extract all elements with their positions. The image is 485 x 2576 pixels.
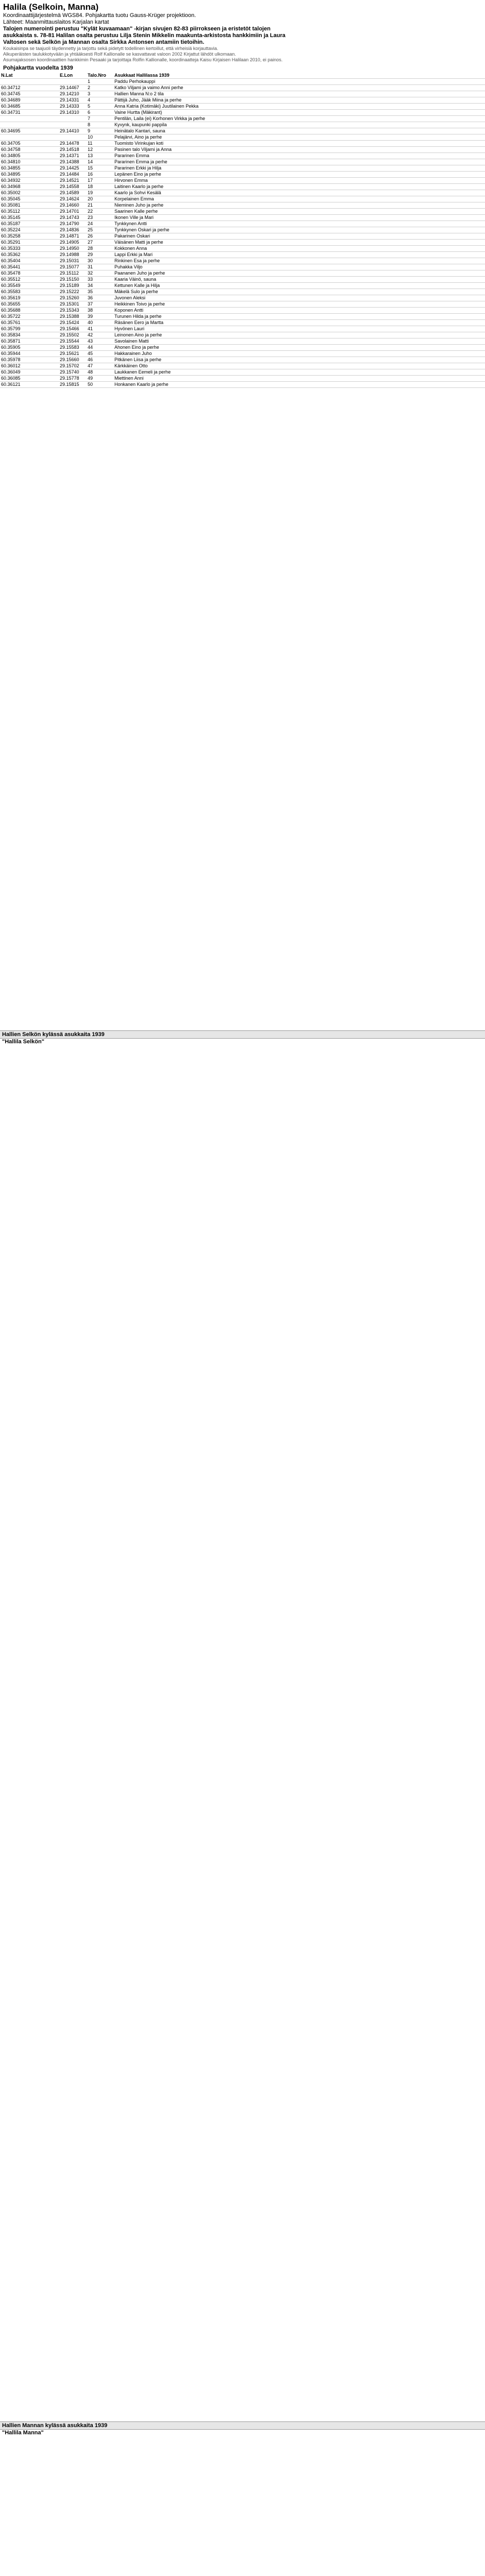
residents-cell: Kaarlo ja Sohvi Kesälä [113, 190, 485, 196]
longitude-cell [59, 122, 87, 128]
house-number-cell: 26 [87, 233, 113, 240]
residents-cell: Ahonen Eino ja perhe [113, 345, 485, 351]
latitude-cell: 60.34855 [0, 165, 59, 172]
table-row [0, 209, 485, 215]
residents-cell: Rinkinen Esa ja perhe [113, 258, 485, 264]
table-row [0, 382, 485, 388]
residents-cell: Pakarinen Oskari [113, 233, 485, 240]
house-number-cell: 35 [87, 289, 113, 295]
table-row [0, 357, 485, 363]
latitude-cell: 60.36085 [0, 376, 59, 382]
residents-cell: Kaaria Väinö, sauna [113, 277, 485, 283]
house-number-cell: 11 [87, 141, 113, 147]
longitude-cell: 29.15815 [59, 382, 87, 388]
latitude-cell: 60.34712 [0, 85, 59, 91]
house-number-cell: 34 [87, 283, 113, 289]
latitude-cell: 60.35619 [0, 295, 59, 301]
table-row [0, 190, 485, 196]
longitude-cell: 29.14331 [59, 97, 87, 104]
latitude-cell: 60.34805 [0, 153, 59, 159]
latitude-cell: 60.35145 [0, 215, 59, 221]
intro-line: Koordinaattijärjestelmä WGS84. Pohjakartta tuotu Gauss-Krüger projektioon. [3, 12, 196, 19]
longitude-cell: 29.15466 [59, 326, 87, 332]
longitude-cell: 29.15260 [59, 295, 87, 301]
house-number-cell: 39 [87, 314, 113, 320]
longitude-cell: 29.15778 [59, 376, 87, 382]
latitude-cell: 60.35722 [0, 314, 59, 320]
longitude-cell: 29.14388 [59, 159, 87, 165]
residents-cell: Laitinen Kaarlo ja perhe [113, 184, 485, 190]
residents-cell: Räsänen Eero ja Martta [113, 320, 485, 326]
table-row [0, 314, 485, 320]
latitude-cell [0, 79, 59, 85]
latitude-cell: 60.35045 [0, 196, 59, 202]
residents-cell: Pitkänen Liisa ja perhe [113, 357, 485, 363]
house-number-cell: 7 [87, 116, 113, 122]
latitude-cell: 60.35224 [0, 227, 59, 233]
residents-cell: Hirvonen Emma [113, 178, 485, 184]
residents-cell: Lappi Erkki ja Mari [113, 252, 485, 258]
longitude-cell: 29.14701 [59, 209, 87, 215]
longitude-cell: 29.14589 [59, 190, 87, 196]
latitude-cell: 60.34685 [0, 104, 59, 110]
house-number-cell: 13 [87, 153, 113, 159]
residents-cell: Koponen Antti [113, 308, 485, 314]
residents-cell: Kyvynk, kaupunki pappila [113, 122, 485, 128]
intro-note: Asumajaksosen koordinaattien hankkimin Pesaaki ja tarjoittaja Rolfin Kallionalle, koordinaatteja Kaisu Kirjaisen Halilaan 2010, ei painos. [3, 57, 283, 62]
house-number-cell: 6 [87, 110, 113, 116]
house-number-cell: 5 [87, 104, 113, 110]
latitude-cell: 60.35549 [0, 283, 59, 289]
table-row [0, 345, 485, 351]
house-number-cell: 40 [87, 320, 113, 326]
house-number-cell: 48 [87, 369, 113, 376]
latitude-cell: 60.35081 [0, 202, 59, 209]
house-number-cell: 1 [87, 79, 113, 85]
table-row [0, 128, 485, 134]
latitude-cell: 60.35112 [0, 209, 59, 215]
house-number-cell: 10 [87, 134, 113, 141]
house-number-cell: 37 [87, 301, 113, 308]
house-number-cell: 21 [87, 202, 113, 209]
longitude-cell: 29.15660 [59, 357, 87, 363]
column-header: N.Lat [0, 73, 59, 79]
residents-cell: Turunen Hilda ja perhe [113, 314, 485, 320]
residents-cell: Juvonen Aleksi [113, 295, 485, 301]
longitude-cell: 29.15702 [59, 363, 87, 369]
residents-cell: Pararinen Emma [113, 153, 485, 159]
longitude-cell: 29.14950 [59, 246, 87, 252]
table-row [0, 122, 485, 128]
section-subtitle: "Hallila Selkön" [2, 1039, 44, 1045]
longitude-cell: 29.14871 [59, 233, 87, 240]
latitude-cell: 60.34705 [0, 141, 59, 147]
latitude-cell [0, 134, 59, 141]
house-number-cell: 15 [87, 165, 113, 172]
table-row [0, 202, 485, 209]
longitude-cell: 29.14467 [59, 85, 87, 91]
house-number-cell: 32 [87, 270, 113, 277]
latitude-cell: 60.35871 [0, 338, 59, 345]
house-number-cell: 18 [87, 184, 113, 190]
house-number-cell: 16 [87, 172, 113, 178]
longitude-cell: 29.14371 [59, 153, 87, 159]
latitude-cell: 60.34932 [0, 178, 59, 184]
house-number-cell: 28 [87, 246, 113, 252]
house-number-cell: 33 [87, 277, 113, 283]
latitude-cell: 60.34731 [0, 110, 59, 116]
residents-table [0, 73, 485, 388]
table-header-row [0, 73, 485, 79]
house-number-cell: 47 [87, 363, 113, 369]
latitude-cell: 60.35799 [0, 326, 59, 332]
longitude-cell: 29.15502 [59, 332, 87, 338]
house-number-cell: 9 [87, 128, 113, 134]
residents-cell: Väisänen Matti ja perhe [113, 240, 485, 246]
longitude-cell: 29.14790 [59, 221, 87, 227]
house-number-cell: 43 [87, 338, 113, 345]
house-number-cell: 3 [87, 91, 113, 97]
residents-cell: Heikkinen Toivo ja perhe [113, 301, 485, 308]
table-row [0, 134, 485, 141]
section-title: Hallien Mannan kylässä asukkaita 1939 [0, 2421, 485, 2430]
longitude-cell: 29.15112 [59, 270, 87, 277]
latitude-cell: 60.36012 [0, 363, 59, 369]
house-number-cell: 46 [87, 357, 113, 363]
longitude-cell: 29.14743 [59, 215, 87, 221]
table-row [0, 320, 485, 326]
residents-cell: Leinonen Aino ja perhe [113, 332, 485, 338]
table-row [0, 159, 485, 165]
latitude-cell: 60.35944 [0, 351, 59, 357]
longitude-cell: 29.14660 [59, 202, 87, 209]
table-row [0, 233, 485, 240]
house-number-cell: 8 [87, 122, 113, 128]
residents-cell: Hakkarainen Juho [113, 351, 485, 357]
longitude-cell: 29.15388 [59, 314, 87, 320]
table-row [0, 326, 485, 332]
table-row [0, 363, 485, 369]
house-number-cell: 30 [87, 258, 113, 264]
latitude-cell: 60.36121 [0, 382, 59, 388]
longitude-cell: 29.15621 [59, 351, 87, 357]
latitude-cell: 60.35002 [0, 190, 59, 196]
latitude-cell: 60.35291 [0, 240, 59, 246]
residents-cell: Pentilän, Laila (ei) Korhonen Virkka ja perhe [113, 116, 485, 122]
table-row [0, 153, 485, 159]
latitude-cell: 60.35333 [0, 246, 59, 252]
house-number-cell: 27 [87, 240, 113, 246]
house-number-cell: 2 [87, 85, 113, 91]
table-row [0, 369, 485, 376]
longitude-cell [59, 79, 87, 85]
residents-cell: Anna Katria (Kotimäki) Juutilainen Pekka [113, 104, 485, 110]
intro-line: Valtosen sekä Selkön ja Mannan osalta Sirkka Antonsen antamiin tietoihin. [3, 39, 205, 45]
table-row [0, 252, 485, 258]
manna-section [0, 2421, 485, 2436]
latitude-cell: 60.34689 [0, 97, 59, 104]
house-number-cell: 22 [87, 209, 113, 215]
longitude-cell: 29.15424 [59, 320, 87, 326]
latitude-cell: 60.34695 [0, 128, 59, 134]
latitude-cell: 60.34810 [0, 159, 59, 165]
latitude-cell [0, 122, 59, 128]
longitude-cell: 29.14425 [59, 165, 87, 172]
residents-cell: Miettinen Anni [113, 376, 485, 382]
residents-cell: Nieminen Juho ja perhe [113, 202, 485, 209]
residents-cell: Ikonen Ville ja Mari [113, 215, 485, 221]
residents-cell: Mäkelä Sulo ja perhe [113, 289, 485, 295]
intro-line: Lähteet: Maanmittauslaitos Karjalan kartat [3, 19, 109, 25]
document-header [0, 0, 485, 73]
residents-cell: Vaine Hurtta (Mäkirant) [113, 110, 485, 116]
table-row [0, 110, 485, 116]
table-row [0, 289, 485, 295]
section-subtitle: "Hallila Manna" [2, 2430, 44, 2436]
intro-line: Talojen numerointi perustuu "Kylät kuvaamaan" -kirjan sivujen 82-83 piirrokseen ja eristetöt talojen [3, 26, 271, 32]
latitude-cell: 60.35404 [0, 258, 59, 264]
latitude-cell [0, 116, 59, 122]
residents-cell: Hallien Manna N:o 2 tila [113, 91, 485, 97]
latitude-cell: 60.35978 [0, 357, 59, 363]
house-number-cell: 41 [87, 326, 113, 332]
residents-cell: Kettunen Kalle ja Hilja [113, 283, 485, 289]
longitude-cell: 29.14210 [59, 91, 87, 97]
longitude-cell: 29.14836 [59, 227, 87, 233]
house-number-cell: 42 [87, 332, 113, 338]
document-title: Halila (Selkoin, Manna) [3, 2, 99, 12]
longitude-cell: 29.15343 [59, 308, 87, 314]
longitude-cell: 29.15740 [59, 369, 87, 376]
table-row [0, 283, 485, 289]
longitude-cell: 29.15031 [59, 258, 87, 264]
table-row [0, 141, 485, 147]
longitude-cell: 29.14478 [59, 141, 87, 147]
table-row [0, 277, 485, 283]
longitude-cell: 29.15222 [59, 289, 87, 295]
residents-cell: Kokkonen Anna [113, 246, 485, 252]
table-row [0, 178, 485, 184]
column-header: Talo.Nro [87, 73, 113, 79]
table-body [0, 79, 485, 388]
table-row [0, 351, 485, 357]
longitude-cell: 29.14310 [59, 110, 87, 116]
latitude-cell: 60.36049 [0, 369, 59, 376]
longitude-cell: 29.14518 [59, 147, 87, 153]
table-row [0, 196, 485, 202]
residents-cell: Paddu Perhokauppi [113, 79, 485, 85]
longitude-cell: 29.14905 [59, 240, 87, 246]
residents-cell: Lepänen Eino ja perhe [113, 172, 485, 178]
longitude-cell: 29.14624 [59, 196, 87, 202]
table-row [0, 246, 485, 252]
table-row [0, 338, 485, 345]
table-row [0, 147, 485, 153]
latitude-cell: 60.35583 [0, 289, 59, 295]
residents-cell: Pättijä Juho, Jääk Miina ja perhe [113, 97, 485, 104]
residents-cell: Puhakka Viljo [113, 264, 485, 270]
latitude-cell: 60.35512 [0, 277, 59, 283]
house-number-cell: 45 [87, 351, 113, 357]
table-row [0, 85, 485, 91]
table-row [0, 376, 485, 382]
longitude-cell: 29.14988 [59, 252, 87, 258]
longitude-cell: 29.15583 [59, 345, 87, 351]
intro-note: Koukaisinpa se taajuoli täydennetty ja tarjottu sekä pidetytt todellinen kertoillut, että virheisiä korjauttavia. [3, 46, 219, 51]
latitude-cell: 60.35362 [0, 252, 59, 258]
section-heading: Pohjakartta vuodelta 1939 [3, 65, 73, 71]
longitude-cell: 29.15544 [59, 338, 87, 345]
residents-cell: Savolainen Matti [113, 338, 485, 345]
intro-note: Alkuperäisten taulukkotyvään ja yhtääksesti Rolf Kallionalle se kasvattavat valoon 2002 Kirjattut lähdöt ulkomaan. [3, 52, 236, 57]
house-number-cell: 31 [87, 264, 113, 270]
house-number-cell: 25 [87, 227, 113, 233]
table-row [0, 240, 485, 246]
house-number-cell: 49 [87, 376, 113, 382]
latitude-cell: 60.35834 [0, 332, 59, 338]
residents-cell: Laukkanen Eemeli ja perhe [113, 369, 485, 376]
table-row [0, 184, 485, 190]
house-number-cell: 17 [87, 178, 113, 184]
table-row [0, 215, 485, 221]
latitude-cell: 60.34968 [0, 184, 59, 190]
table-row [0, 264, 485, 270]
column-header: Asukkaat Hallilassa 1939 [113, 73, 485, 79]
latitude-cell: 60.35905 [0, 345, 59, 351]
table-row [0, 172, 485, 178]
latitude-cell: 60.35655 [0, 301, 59, 308]
house-number-cell: 23 [87, 215, 113, 221]
table-row [0, 79, 485, 85]
table-row [0, 91, 485, 97]
longitude-cell: 29.14410 [59, 128, 87, 134]
residents-cell: Pararinen Emma ja perhe [113, 159, 485, 165]
table-row [0, 301, 485, 308]
residents-cell: Katko Viljami ja vaimo Anni perhe [113, 85, 485, 91]
table-row [0, 221, 485, 227]
residents-cell: Pasinen talo Viljami ja Anna [113, 147, 485, 153]
table-row [0, 165, 485, 172]
latitude-cell: 60.35258 [0, 233, 59, 240]
house-number-cell: 44 [87, 345, 113, 351]
residents-cell: Hyvönen Lauri [113, 326, 485, 332]
table-row [0, 104, 485, 110]
house-number-cell: 50 [87, 382, 113, 388]
house-number-cell: 24 [87, 221, 113, 227]
latitude-cell: 60.34758 [0, 147, 59, 153]
table-row [0, 270, 485, 277]
table-row [0, 258, 485, 264]
section-title: Hallien Selkön kylässä asukkaita 1939 [0, 1030, 485, 1039]
residents-cell: Heinätalo Kantari, sauna [113, 128, 485, 134]
residents-cell: Honkanen Kaarlo ja perhe [113, 382, 485, 388]
residents-cell: Paananen Juho ja perhe [113, 270, 485, 277]
longitude-cell: 29.14558 [59, 184, 87, 190]
longitude-cell: 29.15189 [59, 283, 87, 289]
house-number-cell: 4 [87, 97, 113, 104]
latitude-cell: 60.35441 [0, 264, 59, 270]
residents-cell: Tuomisto Virinkujan koti [113, 141, 485, 147]
selko-section [0, 1030, 485, 1045]
table-row [0, 308, 485, 314]
table-row [0, 295, 485, 301]
residents-cell: Tynkkynen Antti [113, 221, 485, 227]
house-number-cell: 14 [87, 159, 113, 165]
column-header: E.Lon [59, 73, 87, 79]
house-number-cell: 29 [87, 252, 113, 258]
table-row [0, 97, 485, 104]
house-number-cell: 36 [87, 295, 113, 301]
table-row [0, 227, 485, 233]
latitude-cell: 60.35761 [0, 320, 59, 326]
house-number-cell: 19 [87, 190, 113, 196]
table-row [0, 116, 485, 122]
residents-cell: Pararinen Erkki ja Hilja [113, 165, 485, 172]
latitude-cell: 60.35688 [0, 308, 59, 314]
residents-cell: Korpelainen Emma [113, 196, 485, 202]
latitude-cell: 60.35478 [0, 270, 59, 277]
longitude-cell [59, 134, 87, 141]
longitude-cell [59, 116, 87, 122]
residents-cell: Tynkkynen Oskari ja perhe [113, 227, 485, 233]
table-row [0, 332, 485, 338]
longitude-cell: 29.14484 [59, 172, 87, 178]
house-number-cell: 38 [87, 308, 113, 314]
latitude-cell: 60.34745 [0, 91, 59, 97]
longitude-cell: 29.15301 [59, 301, 87, 308]
longitude-cell: 29.15077 [59, 264, 87, 270]
residents-cell: Saarinen Kalle perhe [113, 209, 485, 215]
residents-cell: Pelajärvi, Aino ja perhe [113, 134, 485, 141]
residents-cell: Kärkkäinen Otto [113, 363, 485, 369]
intro-line: asukkaista s. 78-81 Halilan osalta perustuu Lilja Stenin Mikkelin maakunta-arkistosta hankkimiin ja Laura [3, 32, 286, 39]
longitude-cell: 29.14333 [59, 104, 87, 110]
latitude-cell: 60.35187 [0, 221, 59, 227]
latitude-cell: 60.34895 [0, 172, 59, 178]
house-number-cell: 12 [87, 147, 113, 153]
house-number-cell: 20 [87, 196, 113, 202]
longitude-cell: 29.14521 [59, 178, 87, 184]
longitude-cell: 29.15150 [59, 277, 87, 283]
